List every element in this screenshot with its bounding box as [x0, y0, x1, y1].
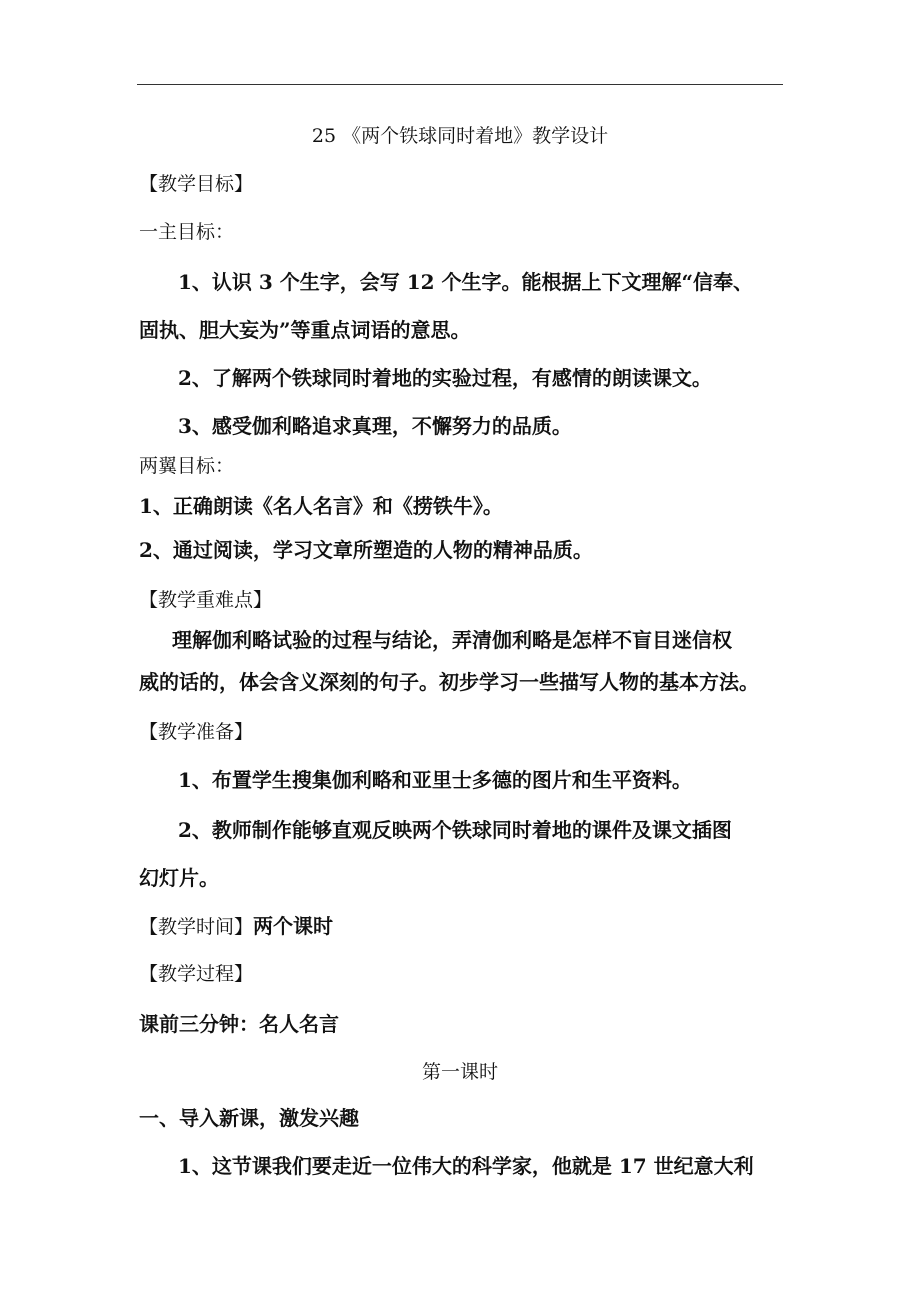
- paragraph-line: 2、了解两个铁球同时着地的实验过程，有感情的朗读课文。: [178, 366, 712, 390]
- paragraph-line: 3、感受伽利略追求真理，不懈努力的品质。: [178, 414, 572, 438]
- header-rule: [137, 84, 783, 85]
- subheading-secondary-objectives: 两翼目标：: [139, 455, 235, 477]
- paragraph-line: 1、这节课我们要走近一位伟大的科学家，他就是 17 世纪意大利: [178, 1154, 754, 1178]
- paragraph-line: 课前三分钟：名人名言: [139, 1012, 339, 1036]
- time-label: 【教学时间】: [139, 916, 254, 938]
- paragraph-line: 幻灯片。: [139, 866, 219, 890]
- paragraph-line: 理解伽利略试验的过程与结论，弄清伽利略是怎样不盲目迷信权: [172, 628, 732, 652]
- section-heading-preparation: 【教学准备】: [139, 721, 254, 743]
- paragraph-line: 固执、胆大妄为”等重点词语的意思。: [139, 318, 471, 342]
- lesson-heading: 第一课时: [421, 1061, 498, 1083]
- document-title: 25 《两个铁球同时着地》教学设计: [311, 125, 609, 147]
- section-heading-objectives: 【教学目标】: [139, 173, 254, 195]
- paragraph-line: 2、教师制作能够直观反映两个铁球同时着地的课件及课文插图: [178, 818, 732, 842]
- paragraph-line: 一、导入新课，激发兴趣: [139, 1106, 359, 1130]
- section-heading-process: 【教学过程】: [139, 963, 254, 985]
- time-value: 两个课时: [253, 914, 334, 938]
- subheading-main-objectives: 一主目标：: [139, 221, 235, 243]
- paragraph-line: 1、布置学生搜集伽利略和亚里士多德的图片和生平资料。: [178, 768, 692, 792]
- paragraph-line: 2、通过阅读，学习文章所塑造的人物的精神品质。: [139, 538, 593, 562]
- section-heading-key-points: 【教学重难点】: [139, 589, 273, 611]
- paragraph-line: 1、认识 3 个生字，会写 12 个生字。能根据上下文理解“信奉、: [178, 270, 754, 294]
- paragraph-line: 威的话的，体会含义深刻的句子。初步学习一些描写人物的基本方法。: [139, 670, 759, 694]
- paragraph-line: 1、正确朗读《名人名言》和《捞铁牛》。: [139, 494, 503, 518]
- section-heading-time: [139, 914, 333, 939]
